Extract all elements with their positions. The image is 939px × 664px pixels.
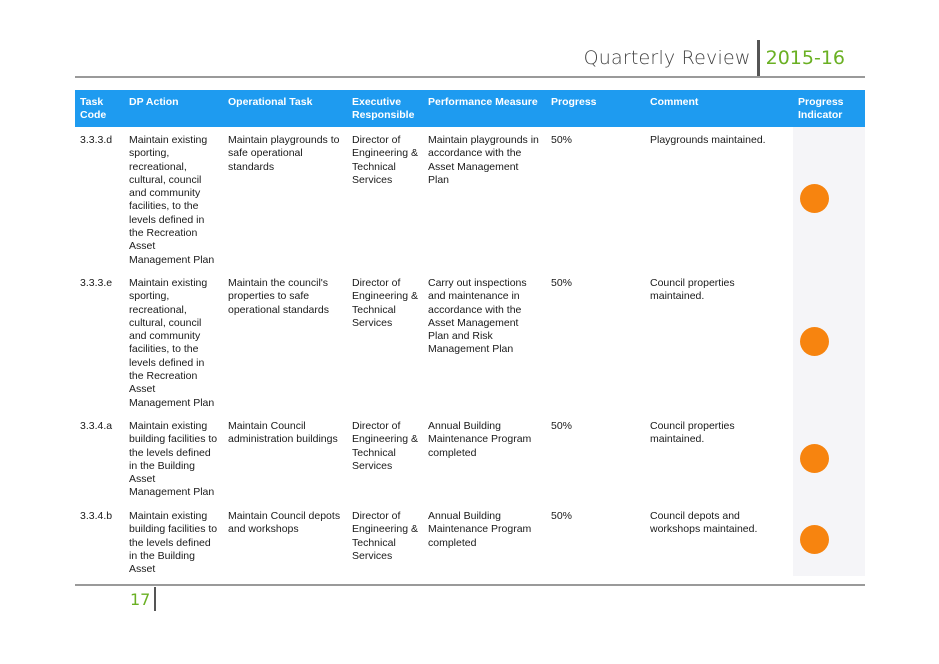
cell-comment: Playgrounds maintained.: [650, 134, 766, 146]
col-header-task-code: Task Code: [75, 90, 124, 127]
cell-comment: Council depots and workshops maintained.: [650, 510, 758, 536]
footer-rule: [75, 584, 865, 586]
document-year: 2015-16: [765, 47, 845, 69]
cell-comment: Council properties maintained.: [650, 420, 735, 446]
col-header-executive: Executive Responsible: [347, 90, 423, 127]
cell-dp-action: Maintain existing sporting, recreational, cultural, council and community facilities, to the levels defined in the Recreation Asset Management Plan: [129, 277, 215, 409]
cell-executive: Director of Engineering & Technical Services: [352, 134, 418, 186]
cell-executive: Director of Engineering & Technical Services: [352, 510, 418, 562]
table-row: [75, 270, 865, 413]
cell-progress-indicator: [793, 503, 865, 576]
cell-task-code: 3.3.3.d: [80, 134, 113, 146]
col-header-comment: Comment: [645, 90, 793, 127]
progress-indicator-dot: [800, 525, 829, 554]
table-row: [75, 127, 865, 270]
cell-task-code: 3.3.4.b: [80, 510, 113, 522]
header-separator: [757, 40, 760, 76]
review-table-container: [75, 90, 865, 576]
cell-operational-task: Maintain Council depots and workshops: [228, 510, 341, 536]
col-header-progress: Progress: [546, 90, 645, 127]
cell-progress: 50%: [551, 277, 573, 289]
footer-separator: [154, 587, 156, 611]
cell-progress-indicator: [793, 127, 865, 270]
cell-executive: Director of Engineering & Technical Services: [352, 420, 418, 472]
header-title-group: [584, 40, 845, 76]
cell-operational-task: Maintain the council's properties to safe operational standards: [228, 277, 329, 316]
cell-progress-indicator: [793, 413, 865, 503]
cell-progress: 50%: [551, 510, 573, 522]
page-number: 17: [130, 590, 151, 609]
progress-indicator-dot: [800, 327, 829, 356]
cell-measure: Annual Building Maintenance Program completed: [428, 510, 532, 549]
cell-dp-action: Maintain existing sporting, recreational, cultural, council and community facilities, to the levels defined in the Recreation Asset Management Plan: [129, 134, 215, 266]
cell-operational-task: Maintain Council administration buildings: [228, 420, 338, 446]
progress-indicator-dot: [800, 444, 829, 473]
cell-operational-task: Maintain playgrounds to safe operational standards: [228, 134, 340, 173]
table-row: [75, 413, 865, 503]
col-header-progress-indicator: Progress Indicator: [793, 90, 865, 127]
table-header-row: [75, 90, 865, 127]
review-table: [75, 90, 865, 576]
cell-measure: Carry out inspections and maintenance in accordance with the Asset Management Plan and Risk Management Plan: [428, 277, 527, 356]
cell-comment: Council properties maintained.: [650, 277, 735, 303]
col-header-dp-action: DP Action: [124, 90, 223, 127]
cell-task-code: 3.3.4.a: [80, 420, 113, 432]
page-header: [75, 38, 865, 78]
cell-progress: 50%: [551, 134, 573, 146]
cell-executive: Director of Engineering & Technical Services: [352, 277, 418, 329]
document-title: Quarterly Review: [583, 47, 751, 69]
col-header-operational-task: Operational Task: [223, 90, 347, 127]
table-row: [75, 503, 865, 576]
cell-progress: 50%: [551, 420, 573, 432]
col-header-performance-measure: Performance Measure: [423, 90, 546, 127]
cell-dp-action: Maintain existing building facilities to the levels defined in the Building Asset: [129, 510, 218, 576]
cell-dp-action: Maintain existing building facilities to the levels defined in the Building Asset Management Plan: [129, 420, 218, 499]
cell-measure: Maintain playgrounds in accordance with the Asset Management Plan: [428, 134, 539, 186]
cell-measure: Annual Building Maintenance Program completed: [428, 420, 532, 459]
progress-indicator-dot: [800, 184, 829, 213]
cell-progress-indicator: [793, 270, 865, 413]
cell-task-code: 3.3.3.e: [80, 277, 113, 289]
